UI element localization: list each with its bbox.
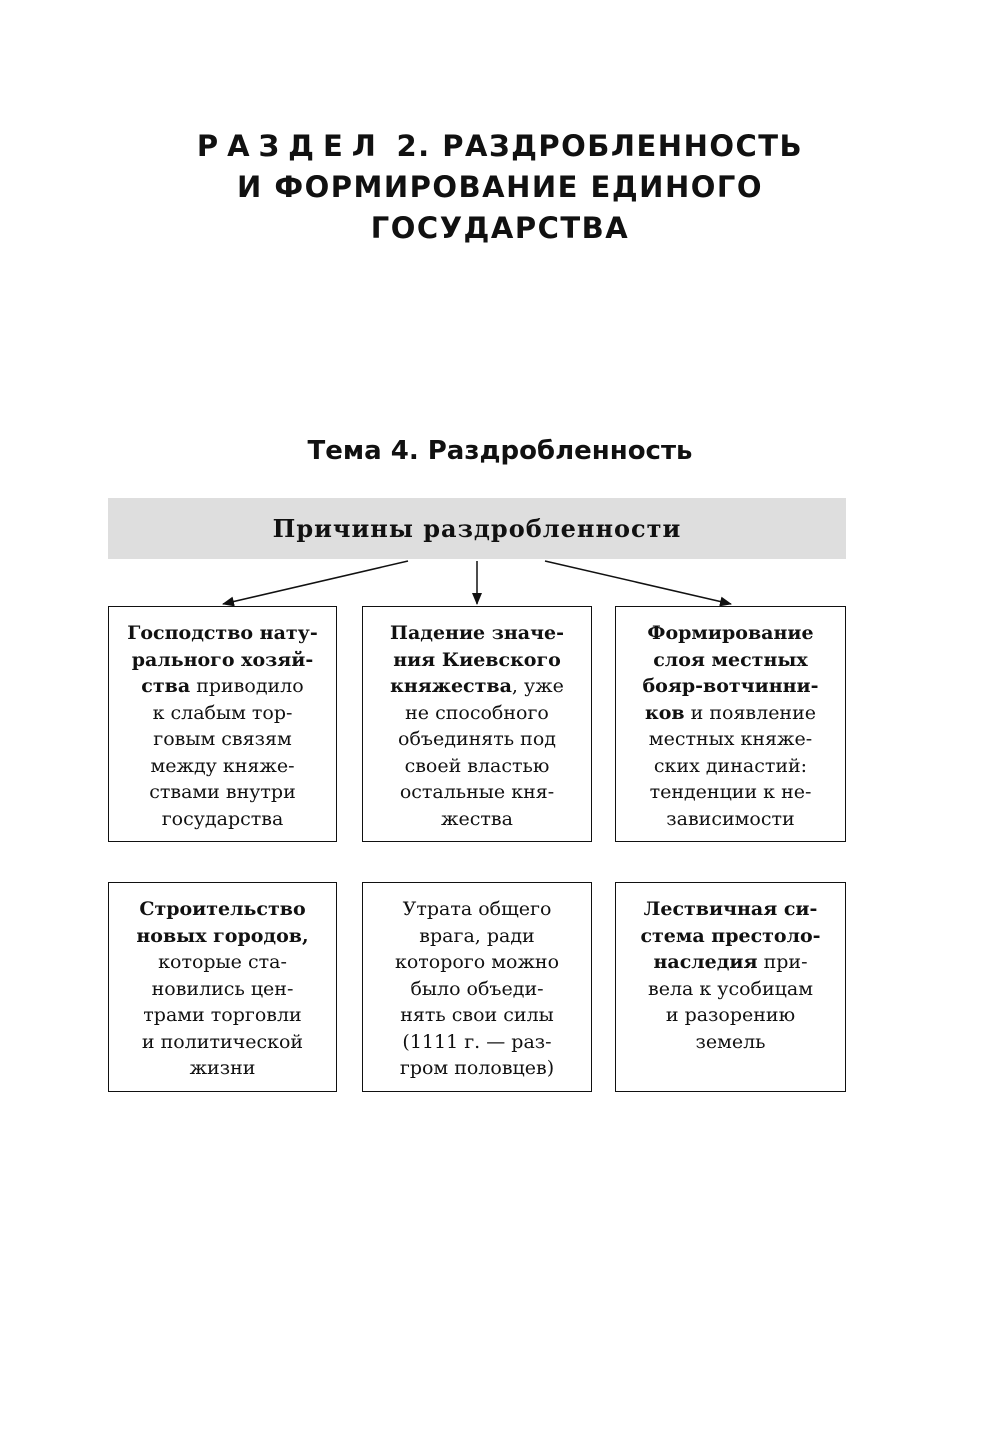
cause-text-bold: Падение значе- [390,622,564,644]
cause-box-succession-system [615,882,846,1092]
cause-text: местных княже- [648,728,813,750]
cause-text-bold: ства [141,675,191,697]
cause-text: зависимости [666,807,795,830]
cause-text: и политической [141,1030,304,1053]
cause-text-line [109,806,336,833]
cause-box-kiev-decline [362,606,592,842]
cause-text-line [616,1002,845,1029]
cause-text: жизни [189,1057,256,1079]
cause-text: объединять под [398,728,556,750]
topic-title: Тема 4. Раздробленность [307,436,693,466]
cause-box-common-enemy [362,882,592,1092]
cause-text-line [616,806,845,833]
cause-text-line [363,1055,591,1082]
cause-text-bold: наследия [653,951,758,973]
cause-text-line [616,976,845,1003]
cause-text-line [616,726,845,753]
cause-text-line [109,896,336,923]
cause-text-line [109,779,336,806]
cause-text-line [616,779,845,806]
cause-text: вела к усобицам [648,977,813,1000]
cause-text-line [109,700,336,727]
section-title-line-2: И ФОРМИРОВАНИЕ ЕДИНОГО [236,170,764,204]
cause-text-line [363,779,591,806]
cause-text: гром половцев) [399,1057,555,1079]
cause-text-bold: новых городов, [136,924,309,947]
cause-text-bold: рального хозяй- [131,648,314,671]
cause-text-line [616,923,845,950]
cause-text: было объеди- [410,977,544,1000]
cause-text-line [363,923,591,950]
arrow-left [223,561,408,604]
cause-text-line [109,673,336,700]
cause-text-bold: ков [644,701,685,724]
cause-text-line [109,923,336,950]
cause-text: и появление [684,701,817,724]
cause-text: Утрата общего [402,898,552,920]
cause-text: государства [161,807,284,830]
cause-text-line [109,726,336,753]
cause-text-line [363,949,591,976]
cause-box-new-cities [108,882,337,1092]
cause-text-line [109,753,336,780]
cause-text-line [616,673,845,700]
cause-text: приводило [190,675,304,697]
cause-text-line [616,949,845,976]
cause-text: земель [695,1030,766,1053]
cause-text: тенденции к не- [649,781,812,803]
cause-text-line [616,753,845,780]
cause-text-bold: княжества [390,675,512,697]
section-number: 2. [396,129,431,163]
cause-text: между княже- [150,754,295,777]
cause-text-line [616,700,845,727]
cause-text-line [363,896,591,923]
cause-text: жества [441,807,513,830]
cause-text: которые ста- [158,951,287,973]
section-title-line-3: ГОСУДАРСТВА [370,211,630,245]
cause-text: ских династий: [653,754,808,777]
cause-text: новились цен- [151,977,294,1000]
cause-text-line [616,620,845,647]
cause-text-line [363,1029,591,1056]
cause-text: , уже [511,675,564,697]
cause-text-bold: ния Киевского [393,648,561,671]
cause-text-bold: бояр-вотчинни- [642,675,819,697]
cause-text-line [363,620,591,647]
cause-text-bold: слоя местных [653,648,808,671]
cause-text-line [363,1002,591,1029]
cause-text-line [109,647,336,674]
section-title-text: РАЗДРОБЛЕННОСТЬ [442,129,804,163]
cause-text-line [363,976,591,1003]
cause-text: к слабым тор- [152,701,293,724]
cause-text: при- [757,951,808,973]
cause-text-line [363,673,591,700]
cause-text-line [109,1055,336,1082]
cause-text: которого можно [394,951,560,973]
cause-text-line [363,806,591,833]
cause-text: своей властью [404,754,550,777]
cause-text: нять свои силы [400,1004,554,1026]
cause-text-line [109,976,336,1003]
cause-text: не способного [405,701,549,724]
cause-text-line [616,1029,845,1056]
cause-text-line [109,1002,336,1029]
cause-box-boyar-estates [615,606,846,842]
cause-text-bold: Строительство [139,898,306,920]
cause-text: (1111 г. — раз- [402,1030,552,1053]
diagram-arrows [0,0,1000,700]
diagram-header-text: Причины раздробленности [272,514,682,543]
cause-text: трами торговли [143,1004,302,1026]
cause-text-line [363,647,591,674]
cause-text: говым связям [153,728,292,750]
cause-text-line [363,700,591,727]
cause-text-bold: Господство нату- [127,622,318,644]
cause-text: остальные кня- [399,781,555,803]
cause-text-bold: стема престоло- [640,924,821,947]
cause-text: врага, ради [419,924,535,947]
cause-text-line [363,753,591,780]
cause-text-line [616,647,845,674]
cause-text-line [363,726,591,753]
cause-text-bold: Лествичная си- [643,898,818,920]
cause-text: ствами внутри [149,781,296,803]
cause-text-line [109,949,336,976]
cause-text-line [616,896,845,923]
section-label: РАЗДЕЛ [196,129,385,163]
cause-text-line [109,620,336,647]
cause-text-bold: Формирование [647,622,814,644]
cause-text-line [109,1029,336,1056]
arrow-right [545,561,731,604]
cause-box-natural-economy [108,606,337,842]
cause-text: и разорению [665,1004,796,1026]
